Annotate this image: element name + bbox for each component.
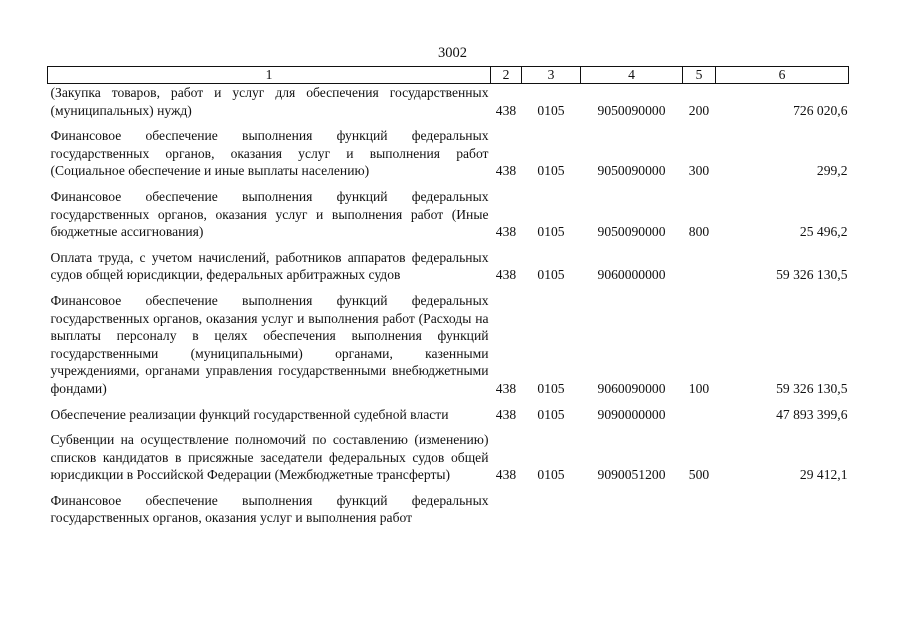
row-description: Субвенции на осуществление полномочий по составлению (изменению) списков кандидатов в присяжные заседатели федеральных судов общей юрисдикции в Российской Федерации (Межбюджетные трансферты) (50, 432, 489, 483)
header-col-1: 1 (48, 67, 491, 84)
row-rz-code: 0105 (537, 380, 565, 396)
header-col-4: 4 (581, 67, 683, 84)
row-rz-code (522, 492, 581, 527)
header-col-6: 6 (716, 67, 849, 84)
row-amount: 59 326 130,5 (776, 380, 848, 396)
page-number: 3002 (438, 45, 467, 61)
row-description: Финансовое обеспечение выполнения функций федеральных государственных органов, оказания услуг и выполнения работ (Расходы на выплаты персоналу в целях обеспечения выполнения функций государственными (муниципальными) органами, казенными учреждениями, органами управления государственными внебюджетными фондами) (50, 292, 489, 396)
row-csr-code (581, 492, 683, 527)
table-row (48, 188, 849, 249)
header-row (48, 67, 849, 84)
row-vr-code: 300 (688, 163, 710, 179)
row-rz-code: 0105 (537, 102, 565, 118)
header-col-3: 3 (522, 67, 581, 84)
row-csr-code: 9050090000 (597, 102, 666, 118)
row-csr-code: 9090000000 (597, 406, 666, 422)
table-row (48, 249, 849, 292)
row-amount (716, 492, 849, 527)
table-row (48, 292, 849, 406)
row-vr-code: 500 (688, 467, 710, 483)
row-amount: 59 326 130,5 (776, 267, 848, 283)
table-row (48, 492, 849, 527)
row-rz-code: 0105 (537, 406, 565, 422)
row-vr-code (683, 249, 716, 292)
table-row (48, 127, 849, 188)
row-description: Финансовое обеспечение выполнения функций федеральных государственных органов, оказания услуг и выполнения работ (Иные бюджетные ассигнования) (50, 188, 489, 240)
row-description: Обеспечение реализации функций государственной судебной власти (50, 406, 449, 422)
row-gr-code: 438 (495, 163, 517, 179)
table-body (48, 84, 849, 528)
row-description: Финансовое обеспечение выполнения функций федеральных государственных органов, оказания услуг и выполнения работ (Социальное обеспечение и иные выплаты населению) (50, 128, 489, 179)
row-description: Оплата труда, с учетом начислений, работников аппаратов федеральных судов общей юрисдикции, федеральных арбитражных судов (50, 249, 489, 283)
row-rz-code: 0105 (537, 267, 565, 283)
row-vr-code (683, 492, 716, 527)
table-row (48, 84, 849, 128)
row-amount: 726 020,6 (793, 102, 848, 118)
budget-table (47, 66, 849, 527)
table-header (48, 67, 849, 84)
row-description: Финансовое обеспечение выполнения функций федеральных государственных органов, оказания услуг и выполнения работ (50, 492, 489, 526)
row-vr-code: 100 (688, 380, 710, 396)
row-gr-code: 438 (495, 467, 517, 483)
row-rz-code: 0105 (537, 467, 565, 483)
header-col-5: 5 (683, 67, 716, 84)
row-csr-code: 9090051200 (597, 467, 666, 483)
header-col-2: 2 (491, 67, 522, 84)
row-vr-code (683, 406, 716, 432)
row-gr-code: 438 (495, 224, 517, 240)
row-csr-code: 9050090000 (597, 224, 666, 240)
row-gr-code: 438 (495, 102, 517, 118)
row-csr-code: 9050090000 (597, 163, 666, 179)
row-gr-code: 438 (495, 380, 517, 396)
row-vr-code: 800 (688, 224, 710, 240)
row-gr-code: 438 (495, 267, 517, 283)
row-vr-code: 200 (688, 102, 710, 118)
row-gr-code: 438 (495, 406, 517, 422)
row-csr-code: 9060000000 (597, 267, 666, 283)
row-amount: 299,2 (816, 163, 848, 179)
table-row (48, 406, 849, 432)
row-rz-code: 0105 (537, 163, 565, 179)
row-amount: 25 496,2 (799, 224, 848, 240)
table-row (48, 431, 849, 492)
row-amount: 47 893 399,6 (776, 406, 848, 422)
row-rz-code: 0105 (537, 224, 565, 240)
row-gr-code (491, 492, 522, 527)
row-csr-code: 9060090000 (597, 380, 666, 396)
row-description: (Закупка товаров, работ и услуг для обеспечения государственных (муниципальных) нужд) (50, 85, 489, 118)
row-amount: 29 412,1 (799, 467, 848, 483)
